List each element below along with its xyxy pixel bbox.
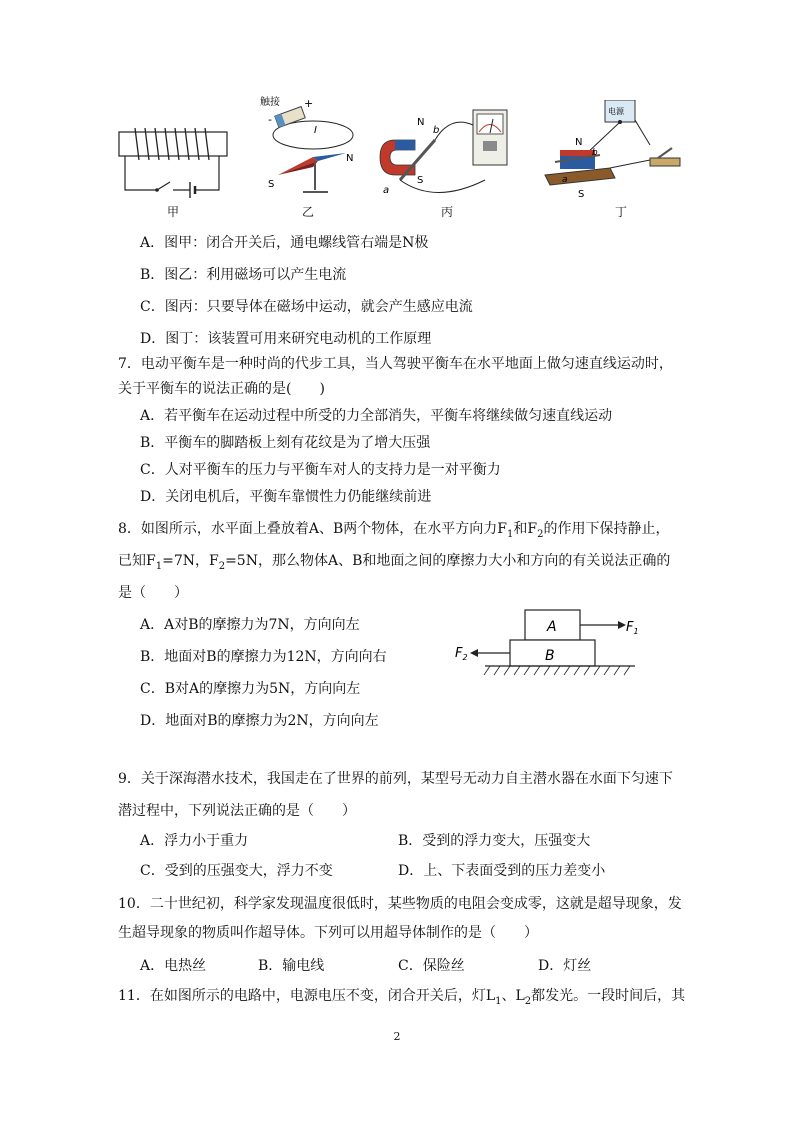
figure-label-ding: 丁 bbox=[614, 205, 627, 219]
n-label: N bbox=[417, 117, 425, 128]
q8-text: 和F bbox=[513, 521, 538, 537]
figure-label-bing: 丙 bbox=[440, 205, 453, 219]
q10-stem-line1: 10．二十世纪初，科学家发现温度很低时，某些物质的电阻会变成零，这就是超导现象，发 bbox=[118, 896, 682, 912]
q8-text: 的作用下保持静止， bbox=[543, 521, 670, 537]
plus-label: + bbox=[304, 97, 314, 110]
q7-stem-line1: 7．电动平衡车是一种时尚的代步工具，当人驾驶平衡车在水平地面上做匀速直线运动时， bbox=[118, 356, 673, 372]
q10-stem-line2: 生超导现象的物质叫作超导体。下列可以用超导体制作的是（ ） bbox=[118, 925, 538, 941]
q8-force-diagram bbox=[450, 605, 650, 680]
figure-yi-oersted bbox=[258, 95, 358, 200]
figure-jia-solenoid bbox=[115, 120, 230, 200]
current-label: I bbox=[314, 125, 317, 136]
q11-stem-line1 bbox=[118, 985, 685, 1007]
q9-option-c: C．受到的压强变大，浮力不变 bbox=[140, 863, 333, 879]
q9-option-d: D．上、下表面受到的压力差变小 bbox=[398, 863, 606, 879]
block-a-label: A bbox=[547, 619, 557, 635]
a-label: a bbox=[383, 185, 390, 196]
q8-text: =5N，那么物体A、B和地面之间的摩擦力大小和方向的有关说法正确的 bbox=[225, 553, 671, 569]
q8-option-a: A．A对B的摩擦力为7N，方向向左 bbox=[140, 617, 360, 633]
figure-ding-motor bbox=[540, 100, 700, 200]
q9-stem-line2: 潜过程中，下列说法正确的是（ ） bbox=[118, 803, 356, 819]
q8-stem-line2 bbox=[118, 550, 670, 572]
f2-label: $F_2$ bbox=[455, 646, 468, 662]
q8-option-c: C．B对A的摩擦力为5N，方向向左 bbox=[140, 681, 361, 697]
q6-option-d: D．图丁：该装置可用来研究电动机的工作原理 bbox=[140, 331, 432, 347]
figure-row bbox=[110, 95, 700, 225]
q7-option-a: A．若平衡车在运动过程中所受的力全部消失，平衡车将继续做匀速直线运动 bbox=[140, 408, 613, 424]
q11-text: 都发光。一段时间后，其 bbox=[531, 988, 686, 1004]
q9-option-a: A．浮力小于重力 bbox=[140, 833, 249, 849]
q9-stem-line1: 9．关于深海潜水技术，我国走在了世界的前列，某型号无动力自主潜水器在水面下匀速下 bbox=[118, 771, 673, 787]
q7-option-d: D．关闭电机后，平衡车靠惯性力仍能继续前进 bbox=[140, 489, 432, 505]
b-label: b bbox=[433, 125, 440, 136]
minus-label: - bbox=[268, 113, 272, 126]
q10-option-b: B．输电线 bbox=[258, 958, 325, 974]
q8-text: 8．如图所示，水平面上叠放着A、B两个物体，在水平方向力F bbox=[118, 521, 508, 537]
figure-label-jia: 甲 bbox=[166, 205, 179, 219]
q6-option-a: A．图甲：闭合开关后，通电螺线管右端是N极 bbox=[140, 235, 429, 251]
q7-stem-line2: 关于平衡车的说法正确的是( ) bbox=[118, 381, 325, 397]
n-label: N bbox=[346, 153, 354, 164]
figure-label-yi: 乙 bbox=[301, 205, 314, 219]
q8-text: =7N，F bbox=[162, 553, 219, 569]
q10-option-d: D．灯丝 bbox=[538, 958, 592, 974]
n-label: N bbox=[575, 137, 583, 148]
q11-text: 11．在如图所示的电路中，电源电压不变，闭合开关后，灯L bbox=[118, 988, 496, 1004]
s-label: S bbox=[578, 189, 585, 200]
a-label: a bbox=[562, 175, 568, 185]
subscript: 1 bbox=[507, 528, 514, 540]
q7-option-b: B．平衡车的脚踏板上刻有花纹是为了增大压强 bbox=[140, 435, 431, 451]
page-number: 2 bbox=[393, 1030, 401, 1043]
block-b-label: B bbox=[545, 648, 555, 664]
power-label: 电源 bbox=[608, 107, 624, 116]
touch-label: 触接 bbox=[260, 97, 280, 108]
q10-option-a: A．电热丝 bbox=[140, 958, 207, 974]
q7-option-c: C．人对平衡车的压力与平衡车对人的支持力是一对平衡力 bbox=[140, 462, 501, 478]
subscript: 1 bbox=[495, 995, 502, 1007]
q6-option-c: C．图丙：只要导体在磁场中运动，就会产生感应电流 bbox=[140, 299, 473, 315]
s-label: S bbox=[268, 179, 275, 190]
q8-stem-line3: 是（ ） bbox=[118, 585, 188, 601]
b-label: b bbox=[592, 148, 598, 158]
q8-text: 已知F bbox=[118, 553, 156, 569]
subscript: 1 bbox=[155, 560, 163, 572]
figure-bing-induction bbox=[375, 105, 525, 200]
q6-option-b: B．图乙：利用磁场可以产生电流 bbox=[140, 267, 347, 283]
q10-option-c: C．保险丝 bbox=[398, 958, 465, 974]
q8-option-d: D．地面对B的摩擦力为2N，方向向左 bbox=[140, 713, 379, 729]
subscript: 2 bbox=[524, 995, 532, 1007]
subscript: 2 bbox=[537, 528, 544, 540]
q8-option-b: B．地面对B的摩擦力为12N，方向向右 bbox=[140, 649, 387, 665]
s-label: S bbox=[417, 175, 424, 186]
subscript: 2 bbox=[218, 560, 226, 572]
q8-stem-line1 bbox=[118, 518, 670, 540]
q9-option-b: B．受到的浮力变大，压强变大 bbox=[398, 833, 591, 849]
f1-label: $F_1$ bbox=[626, 620, 639, 636]
q11-text: 、L bbox=[501, 988, 525, 1004]
